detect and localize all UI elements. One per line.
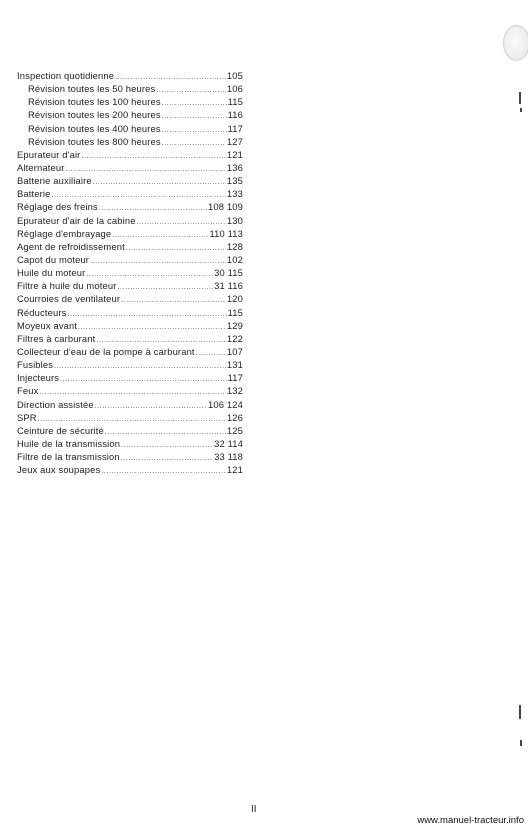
toc-entry-page: 126	[226, 411, 243, 423]
toc-entry-label: Révision toutes les 200 heures	[28, 109, 161, 121]
toc-entry-page: 107	[226, 345, 243, 357]
toc-entry-label: Filtre de la transmission	[17, 451, 120, 463]
toc-leader-dots	[93, 176, 226, 189]
toc-entry-page: 115	[227, 306, 243, 318]
toc-entry-page: 122	[226, 332, 243, 344]
toc-entry	[17, 135, 243, 148]
toc-leader-dots	[105, 426, 226, 439]
toc-entry-page: 127	[226, 135, 243, 147]
toc-leader-dots	[60, 373, 226, 386]
toc-entry	[17, 148, 243, 161]
toc-entry-page: 131	[226, 359, 243, 371]
toc-entry-label: Révision toutes les 100 heures	[28, 96, 161, 108]
toc-entry-label: SPR	[17, 411, 37, 423]
toc-entry-page: 135	[226, 175, 243, 187]
toc-entry	[17, 227, 243, 240]
toc-entry	[17, 122, 243, 135]
toc-entry	[17, 200, 243, 213]
toc-entry-label: Ceinture de sécurité	[17, 424, 104, 436]
toc-entry-page: 33 118	[214, 451, 243, 463]
toc-entry	[17, 108, 243, 121]
toc-leader-dots	[112, 229, 208, 242]
binder-hole	[503, 25, 528, 61]
toc-entry	[17, 187, 243, 200]
toc-leader-dots	[67, 308, 226, 321]
toc-entry-label: Huile du moteur	[17, 267, 86, 279]
toc-leader-dots	[162, 137, 226, 150]
toc-leader-dots	[156, 84, 226, 97]
toc-entry	[17, 450, 243, 463]
toc-entry-page: 30 115	[214, 267, 243, 279]
toc-leader-dots	[162, 124, 227, 137]
toc-entry-label: Epurateur d'air	[17, 148, 81, 160]
toc-entry	[17, 279, 243, 292]
toc-entry-label: Agent de refroidissement	[17, 240, 125, 252]
toc-entry	[17, 371, 243, 384]
toc-entry	[17, 214, 243, 227]
toc-entry	[17, 332, 243, 345]
toc-entry	[17, 95, 243, 108]
toc-entry-page: 110 113	[209, 227, 243, 239]
toc-entry-label: Révision toutes les 400 heures	[28, 122, 161, 134]
table-of-contents	[17, 69, 243, 476]
toc-entry-label: Courroies de ventilateur	[17, 293, 121, 305]
toc-entry-label: Inspection quotidienne	[17, 70, 115, 81]
toc-leader-dots	[121, 452, 213, 465]
toc-leader-dots	[126, 242, 226, 255]
toc-entry	[17, 69, 243, 82]
toc-entry-page: 117	[227, 122, 243, 134]
toc-entry-label: Direction assistée	[17, 398, 94, 410]
toc-entry-page: 136	[226, 161, 243, 173]
toc-leader-dots	[162, 97, 227, 110]
toc-entry	[17, 398, 243, 411]
toc-leader-dots	[101, 465, 226, 478]
toc-entry-label: Filtres à carburant	[17, 332, 96, 344]
toc-entry-label: Alternateur	[17, 161, 65, 173]
scan-speck	[520, 740, 522, 746]
toc-entry-page: 129	[226, 319, 243, 331]
toc-entry	[17, 253, 243, 266]
toc-leader-dots	[117, 281, 213, 294]
toc-entry-page: 133	[226, 188, 243, 200]
toc-entry	[17, 82, 243, 95]
toc-entry	[17, 437, 243, 450]
scan-speck	[519, 92, 521, 104]
toc-entry-page: 128	[226, 240, 243, 252]
toc-entry-page: 132	[226, 385, 243, 397]
toc-entry-label: Feux	[17, 385, 39, 397]
toc-entry-page: 102	[226, 253, 243, 265]
toc-entry-page: 125	[226, 424, 243, 436]
toc-entry-page: 105	[226, 70, 243, 81]
watermark-url: www.manuel-tracteur.info	[417, 815, 524, 826]
toc-entry-page: 117	[227, 372, 243, 384]
toc-entry-page: 130	[226, 214, 243, 226]
toc-entry	[17, 174, 243, 187]
toc-entry	[17, 411, 243, 424]
toc-entry-label: Fusibles	[17, 359, 54, 371]
toc-entry	[17, 358, 243, 371]
scan-speck	[519, 705, 521, 719]
toc-entry-page: 106	[226, 83, 243, 95]
toc-entry-label: Réducteurs	[17, 306, 67, 318]
toc-entry-label: Filtre à huile du moteur	[17, 280, 117, 292]
toc-entry-page: 108 109	[208, 201, 243, 213]
toc-entry-page: 121	[226, 464, 243, 476]
toc-entry	[17, 463, 243, 476]
toc-entry	[17, 266, 243, 279]
toc-entry-page: 115	[227, 96, 243, 108]
toc-entry-label: Moyeux avant	[17, 319, 78, 331]
toc-entry	[17, 319, 243, 332]
toc-entry-label: Huile de la transmission	[17, 437, 121, 449]
toc-leader-dots	[162, 110, 227, 123]
toc-entry	[17, 424, 243, 437]
toc-leader-dots	[54, 360, 226, 373]
toc-entry-label: Capot du moteur	[17, 253, 90, 265]
toc-entry-label: Batterie auxiliaire	[17, 175, 92, 187]
toc-entry-label: Réglage d'embrayage	[17, 227, 112, 239]
toc-entry-page: 120	[226, 293, 243, 305]
toc-leader-dots	[95, 400, 207, 413]
toc-entry	[17, 240, 243, 253]
toc-entry	[17, 292, 243, 305]
toc-entry-label: Révision toutes les 800 heures	[28, 135, 161, 147]
toc-entry-label: Batterie	[17, 188, 51, 200]
toc-leader-dots	[121, 294, 226, 307]
toc-entry-label: Réglage des freins	[17, 201, 98, 213]
toc-entry-page: 31 116	[214, 280, 243, 292]
toc-entry-label: Révision toutes les 50 heures	[28, 83, 156, 95]
toc-entry-page: 106 124	[208, 398, 243, 410]
toc-entry-page: 32 114	[214, 437, 243, 449]
toc-leader-dots	[81, 150, 225, 163]
toc-entry	[17, 161, 243, 174]
toc-entry-label: Jeux aux soupapes	[17, 464, 101, 476]
toc-entry-page: 121	[226, 148, 243, 160]
toc-leader-dots	[90, 255, 226, 268]
scan-speck	[520, 108, 522, 112]
toc-entry	[17, 345, 243, 358]
toc-entry-label: Epurateur d'air de la cabine	[17, 214, 136, 226]
toc-entry	[17, 306, 243, 319]
page-number: II	[251, 804, 257, 815]
toc-entry-label: Collecteur d'eau de la pompe à carburant	[17, 345, 195, 357]
toc-leader-dots	[196, 347, 226, 360]
toc-entry	[17, 384, 243, 397]
toc-entry-label: Injecteurs	[17, 372, 60, 384]
toc-leader-dots	[78, 321, 226, 334]
toc-entry-page: 116	[227, 109, 243, 121]
toc-leader-dots	[121, 439, 213, 452]
